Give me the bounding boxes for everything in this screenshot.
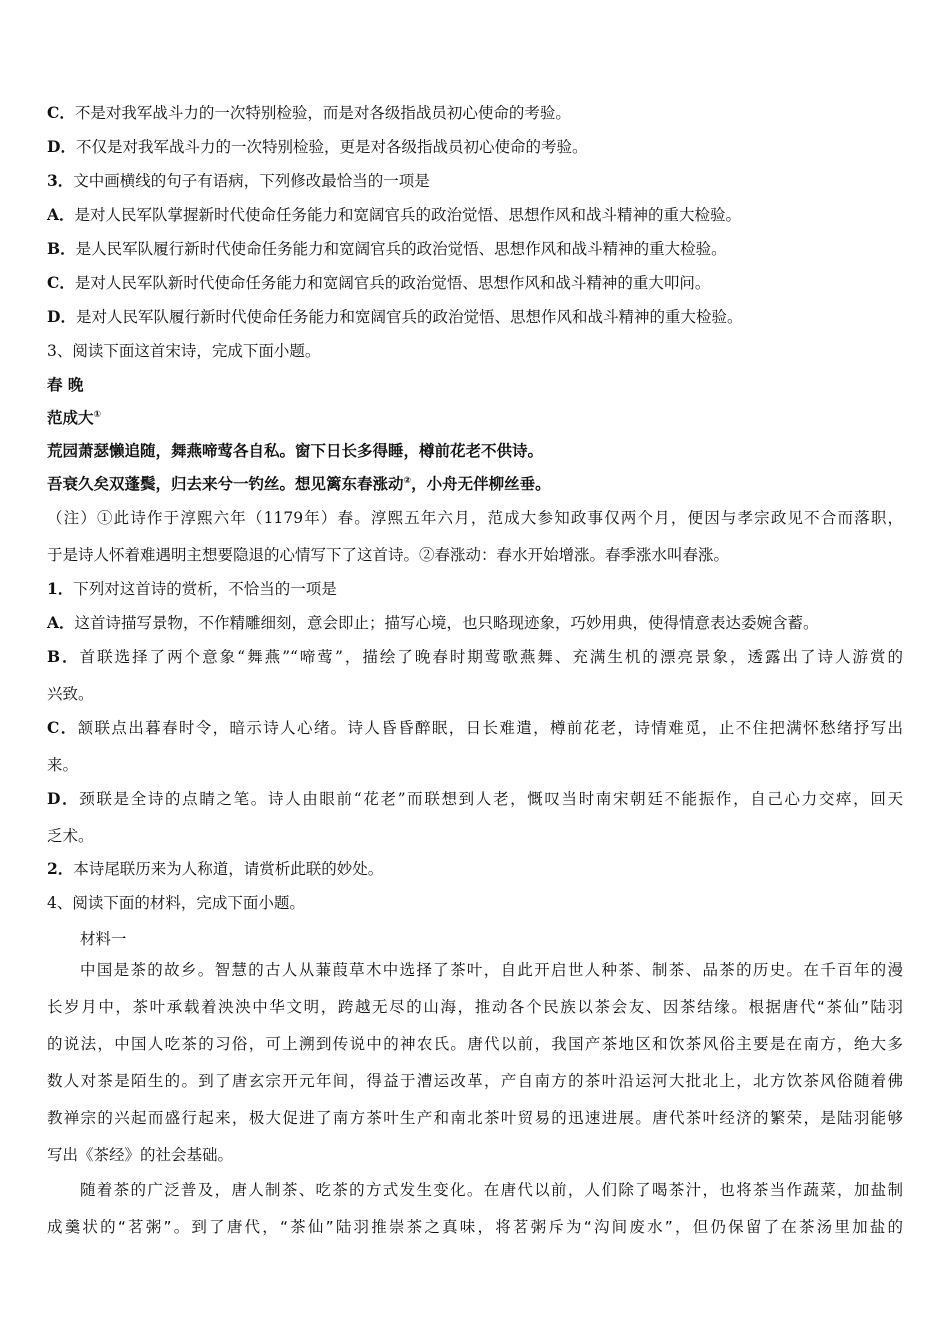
option-label: C． [47,718,78,737]
option-label: A． [47,613,75,632]
option-text: 首联选择了两个意象“舞燕”“啼莺”，描绘了晚春时期莺歌燕舞、充满生机的漂亮景象，透露出了诗人游赏的 [79,648,903,666]
author-name: 范成大 [47,409,94,427]
option-label: A． [47,205,75,224]
option-text: 颈联是全诗的点睛之笔。诗人由眼前“花老”而联想到人老，慨叹当时南宋朝廷不能振作，自己心力交瘁，回天 [79,790,903,808]
option-label: B． [47,239,76,258]
question-text: 本诗尾联历来为人称道，请赏析此联的妙处。 [73,860,384,878]
section-heading: 4、阅读下面的材料，完成下面小题。 [47,894,305,912]
option-d-continued: 乏术。 [47,827,94,845]
option-text: 不是对我军战斗力的一次特别检验，而是对各级指战员初心使命的考验。 [74,104,571,122]
paragraph-line: 数人对茶是陌生的。到了唐玄宗开元年间，得益于漕运改革，产自南方的茶叶沿运河大批北上，北方饮茶风俗随着佛 [47,1072,903,1090]
option-b [47,647,903,667]
option-label: D． [47,137,76,156]
paragraph-line: 随着茶的广泛普及，唐人制茶、吃茶的方式发生变化。在唐代以前，人们除了喝茶汁，也将茶当作蔬菜，加盐制 [80,1181,903,1199]
option-a [47,613,903,633]
option-text: 是对人民军队掌握新时代使命任务能力和宽阔官兵的政治觉悟、思想作风和战斗精神的重大检验。 [74,206,742,224]
poem-text: ，小舟无伴柳丝垂。 [411,475,551,493]
question-text: 文中画横线的句子有语病，下列修改最恰当的一项是 [73,172,430,190]
poem-title: 春 晚 [47,376,84,394]
material-heading: 材料一 [80,930,127,948]
question-2 [47,859,903,879]
option-label: D． [47,307,76,326]
poem-note: 于是诗人怀着难遇明主想要隐退的心情写下了这首诗。②春涨动：春水开始增涨。春季涨水叫春涨。 [47,546,730,564]
option-text: 是对人民军队新时代使命任务能力和宽阔官兵的政治觉悟、思想作风和战斗精神的重大叩问。 [74,274,711,292]
footnote-mark: ② [403,476,412,486]
poem-text: 吾衰久矣双蓬鬓，归去来兮一钓丝。想见篱东春涨动 [47,475,404,493]
paragraph-line: 长岁月中，茶叶承载着泱泱中华文明，跨越无尽的山海，推动各个民族以茶会友、因茶结缘。根据唐代“茶仙”陆羽 [47,998,903,1016]
paragraph-line: 的说法，中国人吃茶的习俗，可上溯到传说中的神农氏。唐代以前，我国产茶地区和饮茶风俗主要是在南方，绝大多 [47,1035,903,1053]
question-1 [47,579,903,599]
option-text: 颔联点出暮春时令，暗示诗人心绪。诗人昏昏醉眠，日长难遣，樽前花老，诗情难觅，止不住把满怀愁绪抒写出 [77,719,903,737]
paragraph-line: 中国是茶的故乡。智慧的古人从蒹葭草木中选择了茶叶，自此开启世人种茶、制茶、品茶的历史。在千百年的漫 [80,961,903,979]
paragraph-line: 写出《茶经》的社会基础。 [47,1146,234,1164]
poem-note: （注）①此诗作于淳熙六年（1179年）春。淳熙五年六月，范成大参知政事仅两个月，便因与孝宗政见不合而落职， [47,509,903,527]
option-text: 不仅是对我军战斗力的一次特别检验，更是对各级指战员初心使命的考验。 [75,138,588,156]
option-c [47,273,903,293]
option-b [47,239,903,259]
option-d [47,789,903,809]
poem-author [47,408,903,428]
section-heading: 3、阅读下面这首宋诗，完成下面小题。 [47,342,321,360]
option-text: 是对人民军队履行新时代使命任务能力和宽阔官兵的政治觉悟、思想作风和战斗精神的重大检验。 [75,308,743,326]
option-c-continued: 来。 [47,756,79,774]
question-number: 1． [47,579,74,598]
option-d [47,307,903,327]
question-number: 3． [47,171,74,190]
option-c [47,103,903,123]
option-label: C． [47,103,75,122]
option-label: D． [47,789,80,808]
paragraph-line: 教禅宗的兴起而盛行起来，极大促进了南方茶叶生产和南北茶叶贸易的迅速进展。唐代茶叶经济的繁荣，是陆羽能够 [47,1109,903,1127]
question-number: 2． [47,859,74,878]
option-c [47,718,903,738]
option-text: 是人民军队履行新时代使命任务能力和宽阔官兵的政治觉悟、思想作风和战斗精神的重大检验。 [75,240,727,258]
option-a [47,205,903,225]
question-text: 下列对这首诗的赏析，不恰当的一项是 [73,580,337,598]
footnote-mark: ① [93,410,102,420]
option-d [47,137,903,157]
option-b-continued: 兴致。 [47,685,94,703]
option-label: B． [47,647,80,666]
poem-line [47,474,903,494]
poem-line: 荒园萧瑟懒追随，舞燕啼莺各自私。窗下日长多得睡，樽前花老不供诗。 [47,442,544,460]
paragraph-line: 成羹状的“茗粥”。到了唐代，“茶仙”陆羽推崇茶之真味，将茗粥斥为“沟间废水”，但仍保留了在茶汤里加盐的 [47,1218,903,1236]
question-3 [47,171,903,191]
option-text: 这首诗描写景物，不作精雕细刻，意会即止；描写心境，也只略现迹象，巧妙用典，使得情意表达委婉含蓄。 [74,614,819,632]
option-label: C． [47,273,75,292]
